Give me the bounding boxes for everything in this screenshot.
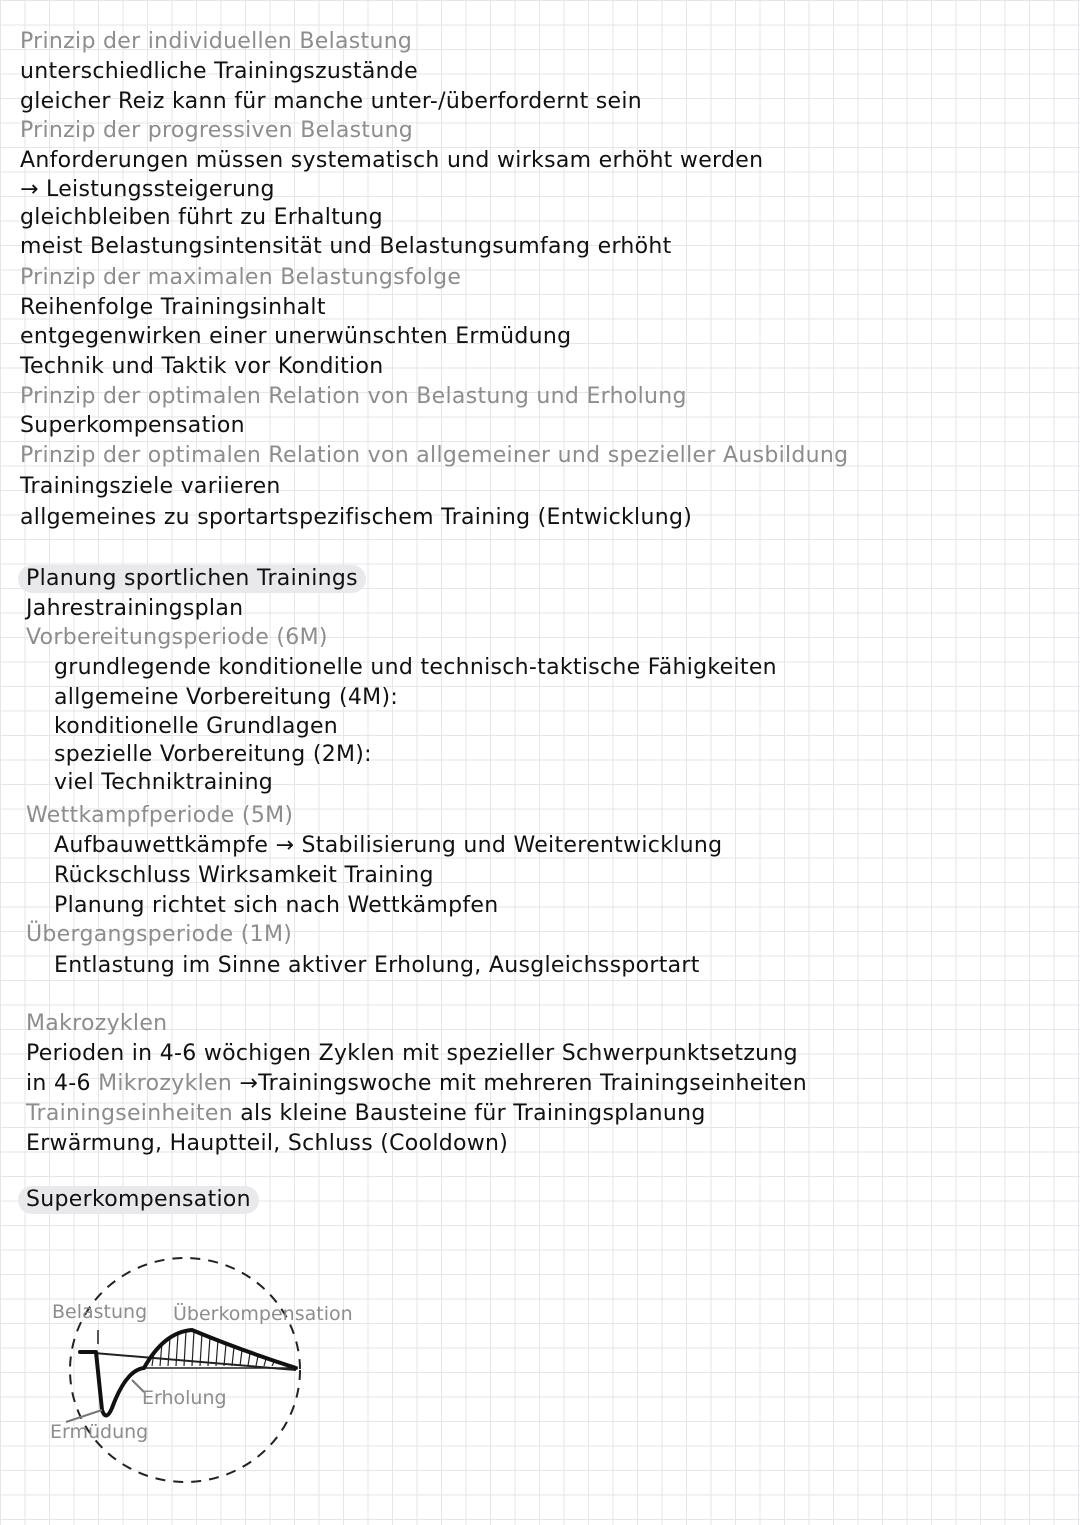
text-line: gleichbleiben führt zu Erhaltung: [20, 205, 383, 230]
text-line: spezielle Vorbereitung (2M):: [54, 742, 372, 767]
term-trainingseinheiten: Trainingseinheiten: [26, 1101, 233, 1126]
text-line: grundlegende konditionelle und technisch-taktische Fähigkeiten: [54, 655, 777, 680]
text-line: unterschiedliche Trainingszustände: [20, 59, 418, 84]
period-title-transition: Übergangsperiode (1M): [26, 922, 293, 947]
makrozyklen-title: Makrozyklen: [26, 1011, 168, 1036]
text-line: viel Techniktraining: [54, 770, 274, 795]
text-line: Anforderungen müssen systematisch und wirksam erhöht werden: [20, 148, 764, 173]
label-erholung: Erholung: [142, 1387, 227, 1409]
text-line: Erwärmung, Hauptteil, Schluss (Cooldown): [26, 1131, 509, 1156]
subtitle-annual-plan: Jahrestrainingsplan: [26, 596, 244, 621]
overcompensation-area: [144, 1330, 294, 1368]
period-title-preparation: Vorbereitungsperiode (6M): [26, 625, 328, 650]
label-ueberkompensation: Überkompensation: [173, 1303, 353, 1325]
text-line: entgegenwirken einer unerwünschten Ermüdung: [20, 324, 572, 349]
principle-title-individual: Prinzip der individuellen Belastung: [20, 29, 413, 54]
text-line: konditionelle Grundlagen: [54, 714, 339, 739]
label-belastung: Belastung: [52, 1301, 148, 1323]
text-line: Trainingsziele variieren: [20, 474, 281, 499]
text-line-trainingseinheiten: [26, 1100, 706, 1128]
term-mikrozyklen: Mikrozyklen: [98, 1071, 233, 1096]
superkompensation-diagram: [40, 1240, 400, 1490]
heading-wrapper: [18, 1186, 259, 1214]
principle-title-general-special: Prinzip der optimalen Relation von allgemeiner und spezieller Ausbildung: [20, 443, 849, 468]
text-line: Superkompensation: [20, 413, 245, 438]
text-line: → Leistungssteigerung: [20, 177, 275, 202]
period-title-competition: Wettkampfperiode (5M): [26, 803, 294, 828]
text-line: Reihenfolge Trainingsinhalt: [20, 295, 326, 320]
text-fragment: als kleine Bausteine für Trainingsplanung: [232, 1101, 706, 1126]
section-heading-planning: Planung sportlichen Trainings: [18, 565, 366, 593]
text-line: Planung richtet sich nach Wettkämpfen: [54, 893, 499, 918]
text-line: Rückschluss Wirksamkeit Training: [54, 863, 434, 888]
text-line: Entlastung im Sinne aktiver Erholung, Ausgleichssportart: [54, 953, 700, 978]
section-heading-superkompensation: Superkompensation: [18, 1186, 259, 1214]
text-line: gleicher Reiz kann für manche unter-/überfordernt sein: [20, 89, 643, 114]
dashed-circle: [70, 1258, 300, 1482]
text-line: allgemeine Vorbereitung (4M):: [54, 685, 399, 710]
principle-title-maximal: Prinzip der maximalen Belastungsfolge: [20, 265, 462, 290]
principle-title-optimal-relation: Prinzip der optimalen Relation von Belastung und Erholung: [20, 384, 687, 409]
text-fragment: →Trainingswoche mit mehreren Trainingseinheiten: [232, 1071, 808, 1096]
principle-title-progressive: Prinzip der progressiven Belastung: [20, 118, 414, 143]
text-line: allgemeines zu sportartspezifischem Training (Entwicklung): [20, 505, 693, 530]
text-line: Aufbauwettkämpfe → Stabilisierung und Weiterentwicklung: [54, 833, 723, 858]
label-ermuedung: Ermüdung: [50, 1421, 149, 1443]
heading-wrapper: [18, 565, 366, 593]
text-line: Perioden in 4-6 wöchigen Zyklen mit spezieller Schwerpunktsetzung: [26, 1041, 798, 1066]
text-line-mikrozyklen: [26, 1070, 807, 1098]
text-fragment: in 4-6: [26, 1071, 99, 1096]
text-line: Technik und Taktik vor Kondition: [20, 354, 384, 379]
text-line: meist Belastungsintensität und Belastungsumfang erhöht: [20, 234, 672, 259]
